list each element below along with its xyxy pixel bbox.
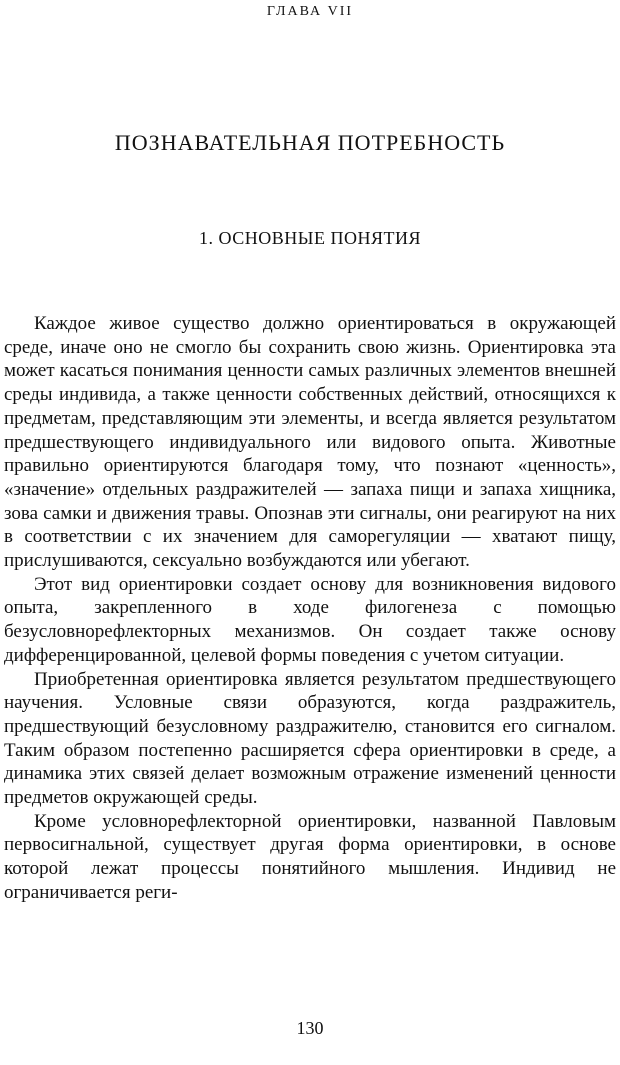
- paragraph-4: Кроме условнорефлекторной ориентировки, названной Павловым первосигнальной, существует другая форма ориентировки, в основе которой лежат процессы понятийного мышления. Индивид не ограничивается реги-: [4, 810, 616, 903]
- section-title: 1. ОСНОВНЫЕ ПОНЯТИЯ: [199, 228, 421, 248]
- body-text: [4, 312, 616, 905]
- paragraph-1: Каждое живое существо должно ориентироваться в окружающей среде, иначе оно не смогло бы сохранить свою жизнь. Ориентировка эта может касаться понимания ценности самых различных элементов внешней среды индивида, а также ценности собственных действий, относящихся к предметам, представляющим эти элементы, и всегда является результатом предшествующего индивидуального или видового опыта. Животные правильно ориентируются благодаря тому, что познают «ценность», «значение» отдельных раздражителей — запаха пищи и запаха хищника, зова самки и движения травы. Опознав эти сигналы, они реагируют на них в соответствии с их значением для саморегуляции — хватают пищу, прислушиваются, сексуально возбуждаются или убегают.: [4, 313, 616, 572]
- chapter-title: ПОЗНАВАТЕЛЬНАЯ ПОТРЕБНОСТЬ: [114, 130, 506, 155]
- running-head: ГЛАВА VII: [266, 4, 354, 19]
- paragraph-3: Приобретенная ориентировка является результатом предшествующего научения. Условные связи образуются, когда раздражитель, предшествующий безусловному раздражителю, становится его сигналом. Таким образом постепенно расширяется сфера ориентировки в среде, а динамика этих связей делает возможным отражение изменений ценности предметов окружающей среды.: [4, 668, 616, 809]
- page-number: 130: [296, 1018, 324, 1038]
- paragraph-2: Этот вид ориентировки создает основу для возникновения видового опыта, закрепленного в ходе филогенеза с помощью безусловнорефлекторных механизмов. Он создает также основу дифференцированной, целевой формы поведения с учетом ситуации.: [4, 573, 616, 666]
